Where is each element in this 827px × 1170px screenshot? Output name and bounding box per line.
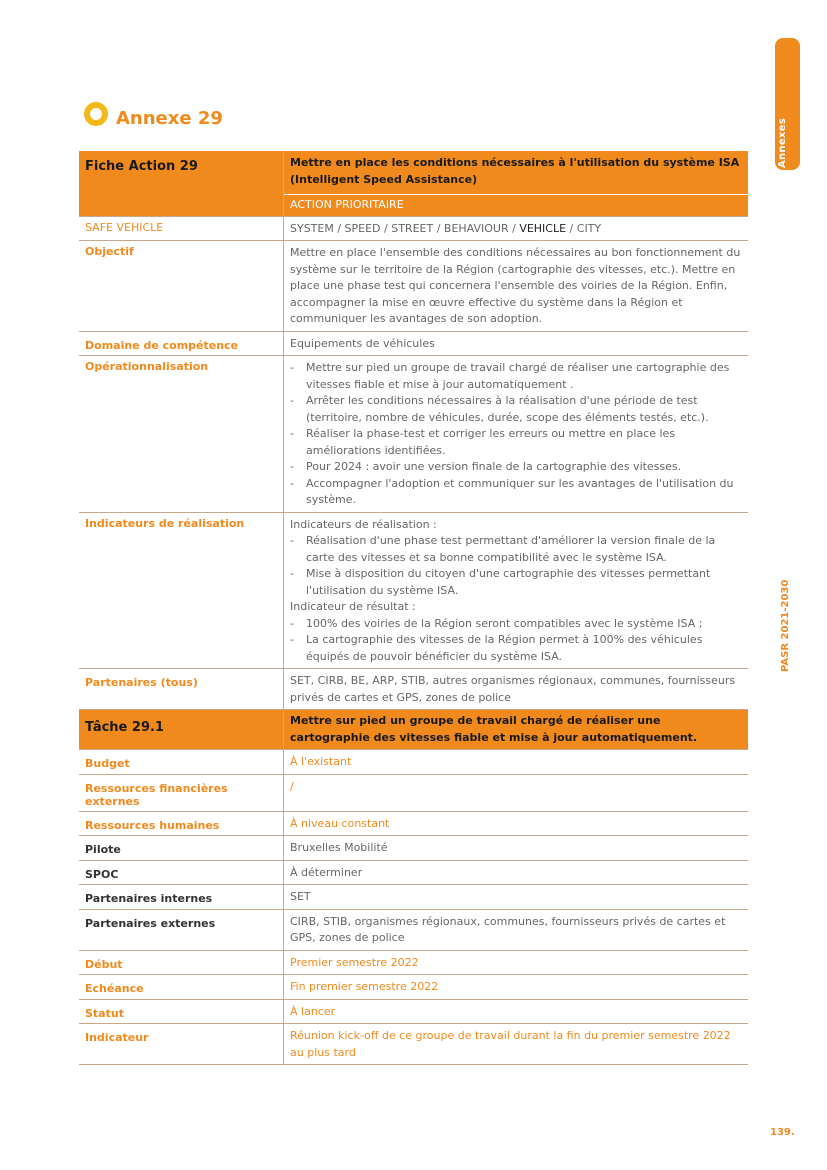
ressources-financieres-label: Ressources financières externes — [79, 775, 284, 811]
indicateurs-content — [284, 513, 748, 669]
detail-row-indicateur — [79, 1024, 748, 1065]
objectif-label: Objectif — [79, 241, 284, 331]
budget-label: Budget — [79, 750, 284, 774]
category-pre: SYSTEM / SPEED / STREET / BEHAVIOUR / — [290, 221, 520, 235]
ressources-financieres-value: / — [290, 779, 294, 793]
list-item: - Réaliser la phase-test et corriger les erreurs ou mettre en place les améliorations identifiées. — [290, 426, 742, 459]
category-active: VEHICLE — [519, 221, 567, 235]
partenaires-tous-label: Partenaires (tous) — [79, 669, 284, 709]
echeance-value: Fin premier semestre 2022 — [290, 980, 439, 993]
indicateurs-label: Indicateurs de réalisation — [79, 513, 284, 669]
domaine-label: Domaine de compétence — [79, 332, 284, 356]
indicateurs-row — [79, 513, 748, 670]
indicateur-label: Indicateur — [79, 1024, 284, 1064]
task-label: Tâche 29.1 — [79, 710, 284, 749]
detail-row-partenaires-externes — [79, 910, 748, 951]
detail-row-ressources-financieres — [79, 775, 748, 812]
list-item: - Réalisation d'une phase test permettant d'améliorer la version finale de la carte des vitesses et sa bonne compatibilité avec le système ISA. — [290, 533, 742, 566]
detail-row-echeance — [79, 975, 748, 1000]
pilote-label: Pilote — [79, 836, 284, 860]
page-number: 139. — [770, 1127, 795, 1138]
header-value — [284, 151, 748, 216]
indicateur-value: Réunion kick-off de ce groupe de travail durant la fin du premier semestre 2022 au plus tard — [290, 1029, 731, 1059]
annexes-side-tab[interactable] — [775, 38, 800, 170]
detail-row-spoc — [79, 861, 748, 886]
header-row — [79, 151, 748, 217]
annexes-tab-label: Annexes — [777, 118, 788, 169]
list-item: - Accompagner l'adoption et communiquer sur les avantages de l'utilisation du système. — [290, 476, 742, 509]
action-sheet-table — [79, 151, 748, 1065]
operationnalisation-row — [79, 356, 748, 513]
detail-row-budget — [79, 750, 748, 775]
partenaires-externes-value: CIRB, STIB, organismes régionaux, communes, fournisseurs privés de cartes et GPS, zones de police — [290, 914, 726, 944]
debut-value: Premier semestre 2022 — [290, 955, 419, 969]
detail-row-ressources-humaines — [79, 812, 748, 837]
partenaires-externes-label: Partenaires externes — [79, 910, 284, 950]
detail-row-debut — [79, 951, 748, 976]
header-label: Fiche Action 29 — [79, 151, 284, 216]
action-title: Mettre en place les conditions nécessaires à l'utilisation du système ISA (Intelligent Speed Assistance) — [290, 156, 740, 186]
spoc-value: À déterminer — [290, 865, 363, 879]
category-row — [79, 217, 748, 242]
task-title: Mettre sur pied un groupe de travail chargé de réaliser une cartographie des vitesses fiable et mise à jour automatiquement. — [284, 710, 748, 749]
category-post: / CITY — [566, 221, 602, 235]
partenaires-internes-value: SET — [290, 890, 311, 903]
partenaires-tous-text: SET, CIRB, BE, ARP, STIB, autres organismes régionaux, communes, fournisseurs privés de cartes et GPS, zones de police — [290, 674, 736, 704]
operationnalisation-label: Opérationnalisation — [79, 356, 284, 512]
partenaires-tous-row — [79, 669, 748, 710]
task-row — [79, 710, 748, 750]
ring-bullet-icon — [84, 102, 108, 126]
debut-label: Début — [79, 951, 284, 975]
page-title: Annexe 29 — [116, 108, 223, 129]
operationnalisation-list — [284, 356, 748, 512]
realisation-title: Indicateurs de réalisation : — [290, 517, 437, 531]
detail-row-statut — [79, 1000, 748, 1025]
category-label: SAFE VEHICLE — [79, 217, 284, 241]
list-item: - 100% des voiries de la Région seront compatibles avec le système ISA ; — [290, 616, 742, 633]
ressources-humaines-value: À niveau constant — [290, 816, 390, 830]
echeance-label: Echéance — [79, 975, 284, 999]
statut-label: Statut — [79, 1000, 284, 1024]
list-item: - Arrêter les conditions nécessaires à la réalisation d'une période de test (territoire, nombre de véhicules, durée, scope des éléments testés, etc.). — [290, 393, 742, 426]
detail-row-pilote — [79, 836, 748, 861]
pasr-side-label: PASR 2021-2030 — [780, 579, 791, 672]
list-item: - Mise à disposition du citoyen d'une cartographie des vitesses permettant l'utilisation du système ISA. — [290, 566, 742, 599]
detail-row-partenaires-internes — [79, 885, 748, 910]
objectif-row — [79, 241, 748, 332]
spoc-label: SPOC — [79, 861, 284, 885]
ressources-humaines-label: Ressources humaines — [79, 812, 284, 836]
statut-value: À lancer — [290, 1004, 336, 1018]
list-item: - Pour 2024 : avoir une version finale de la cartographie des vitesses. — [290, 459, 742, 476]
objectif-text: Mettre en place l'ensemble des conditions nécessaires au bon fonctionnement du système sur le territoire de la Région (cartographie des vitesses, etc.). Mettre en place une phase test qui concernera l'ensemble des voiries de la Région. Enfin, accompagner la mise en œuvre effective du système dans la Région et communiquer les avantages de son adoption. — [290, 246, 741, 325]
resultat-title: Indicateur de résultat : — [290, 600, 416, 613]
pilote-value: Bruxelles Mobilité — [290, 841, 388, 854]
list-item: - Mettre sur pied un groupe de travail chargé de réaliser une cartographie des vitesses fiable et mise à jour automatiquement . — [290, 360, 742, 393]
budget-value: À l'existant — [290, 755, 352, 768]
category-list — [284, 217, 748, 241]
list-item: - La cartographie des vitesses de la Région permet à 100% des véhicules équipés de pouvoir bénéficier du système ISA. — [290, 632, 742, 665]
domaine-row — [79, 332, 748, 357]
partenaires-internes-label: Partenaires internes — [79, 885, 284, 909]
priority-badge: ACTION PRIORITAIRE — [284, 194, 748, 216]
domaine-text: Equipements de véhicules — [290, 336, 435, 350]
